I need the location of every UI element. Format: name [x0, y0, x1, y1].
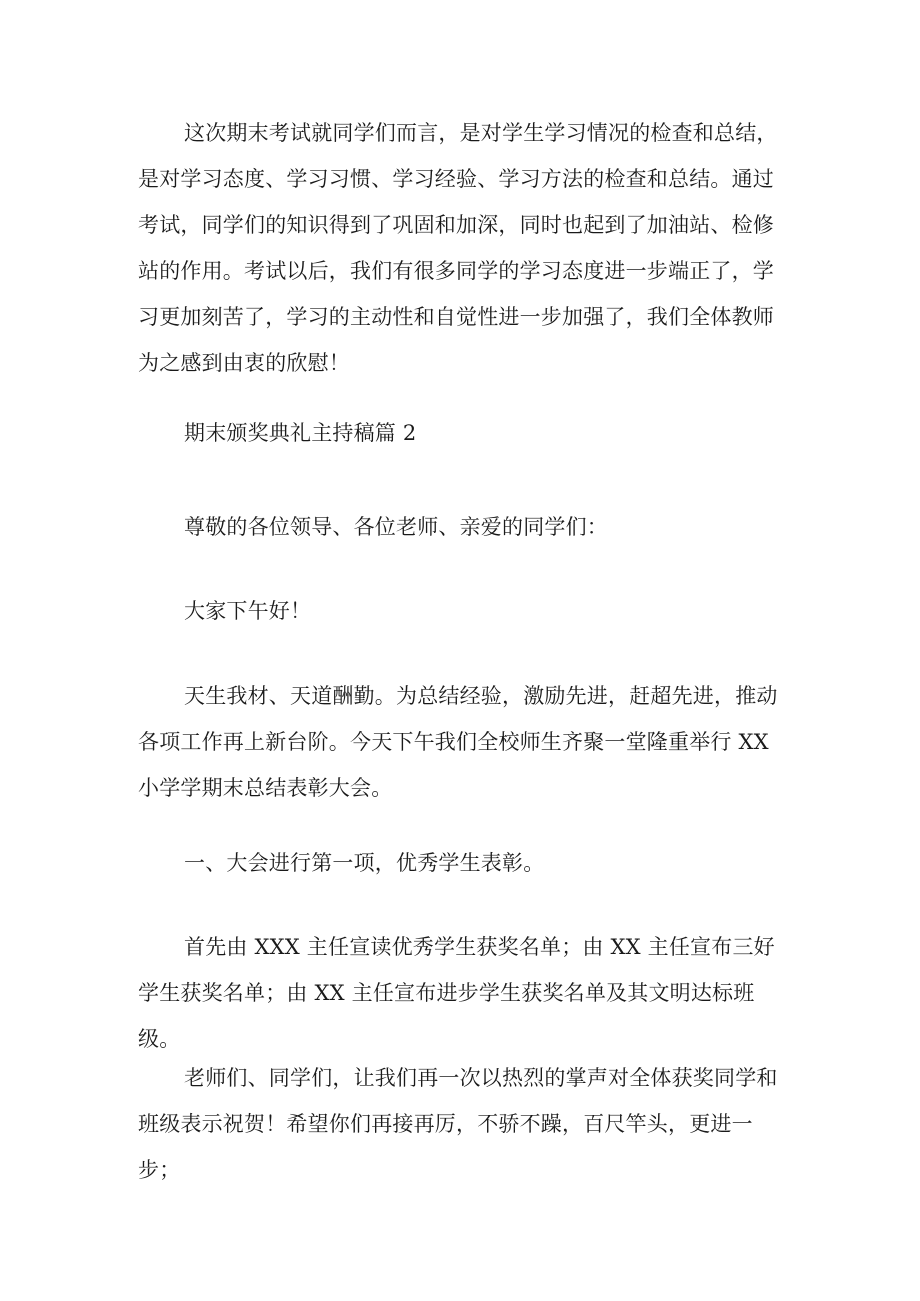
- paragraph-exam-summary: 这次期末考试就同学们而言，是对学生学习情况的检查和总结，是对学习态度、学习习惯、学习经验、学习方法的检查和总结。通过考试，同学们的知识得到了巩固和加深，同时也起到了加油站、检修站的作用。考试以后，我们有很多同学的学习态度进一步端正了，学习更加刻苦了，学习的主动性和自觉性进一步加强了，我们全体教师为之感到由衷的欣慰！: [138, 121, 778, 375]
- agenda-item-one: 一、大会进行第一项，优秀学生表彰。: [184, 851, 545, 875]
- paragraph-opening: 天生我材、天道酬勤。为总结经验，激励先进，赶超先进，推动各项工作再上新台阶。今天下午我们全校师生齐聚一堂隆重举行 XX 小学学期末总结表彰大会。: [138, 684, 778, 800]
- paragraph-congratulations: 老师们、同学们，让我们再一次以热烈的掌声对全体获奖同学和班级表示祝贺！希望你们再接再厉，不骄不躁，百尺竿头，更进一步；: [138, 1066, 778, 1182]
- paragraph-award-list: 首先由 XXX 主任宣读优秀学生获奖名单；由 XX 主任宣布三好学生获奖名单；由 XX 主任宣布进步学生获奖名单及其文明达标班级。: [138, 935, 775, 1051]
- section-heading: 期末颁奖典礼主持稿篇 2: [184, 421, 417, 445]
- salutation: 尊敬的各位领导、各位老师、亲爱的同学们：: [184, 515, 608, 539]
- greeting: 大家下午好！: [184, 599, 312, 623]
